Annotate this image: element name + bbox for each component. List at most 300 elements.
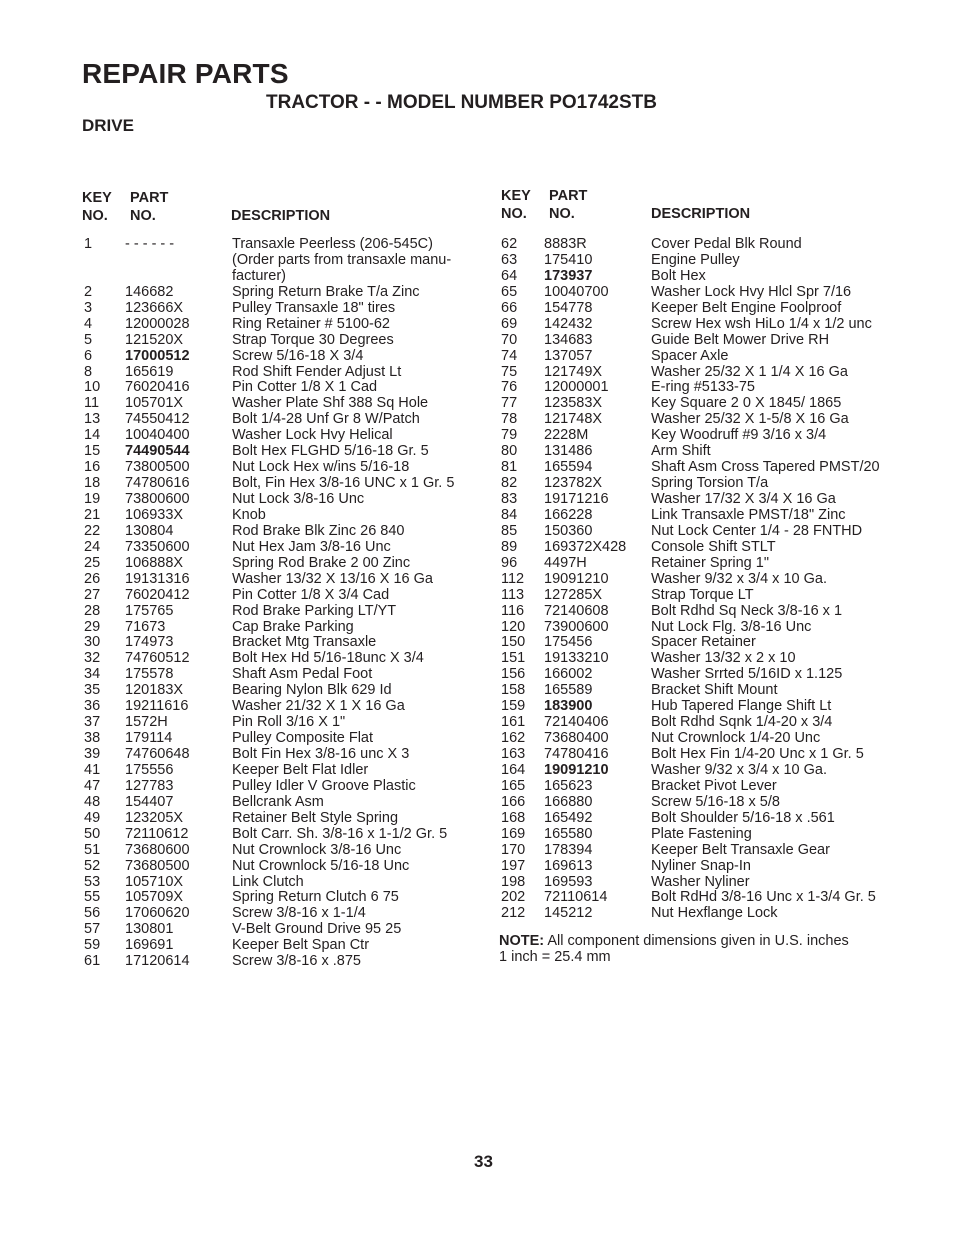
part-description: Bolt RdHd 3/8-16 Unc x 1-3/4 Gr. 5 xyxy=(651,889,876,906)
key-number: 4 xyxy=(84,315,93,332)
part-row xyxy=(84,604,472,620)
key-number: 116 xyxy=(501,602,525,619)
part-row xyxy=(84,779,472,795)
part-description: Arm Shift xyxy=(651,443,711,460)
right-part-header xyxy=(549,187,587,223)
key-number: 5 xyxy=(84,331,93,348)
part-row xyxy=(501,811,911,827)
key-number: 161 xyxy=(501,714,526,731)
key-number: 202 xyxy=(501,889,526,906)
key-number: 120 xyxy=(501,618,526,635)
part-number: 72110614 xyxy=(544,889,608,906)
part-description: Plate Fastening xyxy=(651,825,752,842)
part-description: Shaft Asm Pedal Foot xyxy=(232,666,373,683)
part-description: Spring Torsion T/a xyxy=(651,475,769,492)
part-number: 105709X xyxy=(125,889,184,906)
part-number: 169691 xyxy=(125,937,174,954)
part-description: Spacer Axle xyxy=(651,347,729,364)
part-description: Spacer Retainer xyxy=(651,634,756,651)
part-row xyxy=(84,859,472,875)
part-row xyxy=(501,906,911,922)
part-description: Washer Lock Hvy Hlcl Spr 7/16 xyxy=(651,283,852,300)
left-part-header xyxy=(130,189,168,225)
part-description: Nut Crownlock 1/4-20 Unc xyxy=(651,730,821,747)
part-description: Knob xyxy=(232,506,266,523)
key-number: 75 xyxy=(501,363,518,380)
part-number: 121749X xyxy=(544,363,603,380)
part-description: Bolt Carr. Sh. 3/8-16 x 1-1/2 Gr. 5 xyxy=(232,825,448,842)
part-description: Rod Brake Parking LT/YT xyxy=(232,602,397,619)
key-number: 166 xyxy=(501,793,526,810)
key-number: 32 xyxy=(84,650,101,667)
key-number: 59 xyxy=(84,937,101,954)
key-number: 53 xyxy=(84,873,101,890)
part-number: 73680500 xyxy=(125,857,190,874)
key-number: 21 xyxy=(84,506,101,523)
key-number: 37 xyxy=(84,714,101,731)
part-description: Nut Hexflange Lock xyxy=(651,905,778,922)
part-row xyxy=(501,317,911,333)
part-row xyxy=(84,811,472,827)
key-number: 6 xyxy=(84,347,93,364)
part-description: Washer Nyliner xyxy=(651,873,750,890)
part-description: Pulley Transaxle 18" tires xyxy=(232,299,396,316)
part-number: 72140608 xyxy=(544,602,609,619)
part-number: 19133210 xyxy=(544,650,609,667)
key-number: 10 xyxy=(84,379,101,396)
key-number: 50 xyxy=(84,825,101,842)
part-description: Screw 3/8-16 x .875 xyxy=(232,953,361,970)
part-description: Bolt Rdhd Sq Neck 3/8-16 x 1 xyxy=(651,602,843,619)
key-number: 52 xyxy=(84,857,101,874)
part-number: 166880 xyxy=(544,793,593,810)
key-number: 85 xyxy=(501,522,518,539)
left-part-header-line2: NO. xyxy=(130,208,156,224)
key-number: 84 xyxy=(501,506,518,523)
part-row xyxy=(501,460,911,476)
key-number: 61 xyxy=(84,953,101,970)
part-number: 73680400 xyxy=(544,730,609,747)
part-description: Washer 9/32 x 3/4 x 10 Ga. xyxy=(651,761,827,778)
key-number: 77 xyxy=(501,395,518,412)
part-description: Keeper Belt Transaxle Gear xyxy=(651,841,830,858)
part-description: Cover Pedal Blk Round xyxy=(651,236,802,252)
part-row xyxy=(501,715,911,731)
right-key-header-line1: KEY xyxy=(501,188,531,204)
part-row xyxy=(84,524,472,540)
part-description: Nut Crownlock 3/8-16 Unc xyxy=(232,841,402,858)
part-number: 19091210 xyxy=(544,570,609,587)
part-description: Bracket Shift Mount xyxy=(651,682,778,699)
part-description: Keeper Belt Flat Idler xyxy=(232,761,369,778)
section-heading: DRIVE xyxy=(82,116,134,135)
part-row xyxy=(501,556,911,572)
part-row xyxy=(84,683,472,699)
key-number: 51 xyxy=(84,841,101,858)
key-number: 49 xyxy=(84,809,101,826)
part-number: 169593 xyxy=(544,873,593,890)
key-number: 63 xyxy=(501,251,518,268)
part-description: V-Belt Ground Drive 95 25 xyxy=(232,921,402,938)
part-row xyxy=(501,396,911,412)
part-description: Transaxle Peerless (206-545C) (Order parts from transaxle manu- facturer) xyxy=(232,236,452,284)
part-description: Bolt Rdhd Sqnk 1/4-20 x 3/4 xyxy=(651,714,833,731)
part-row xyxy=(501,843,911,859)
part-row xyxy=(84,699,472,715)
part-number: 145212 xyxy=(544,905,593,922)
part-number: 74760648 xyxy=(125,746,190,762)
part-number: 123583X xyxy=(544,395,603,412)
part-row xyxy=(501,253,911,269)
part-number: 130801 xyxy=(125,921,174,938)
part-number: 179114 xyxy=(125,730,173,747)
part-description: Bolt Hex xyxy=(651,267,706,284)
part-description: Bolt 1/4-28 Unf Gr 8 W/Patch xyxy=(232,411,420,428)
key-number: 169 xyxy=(501,825,526,842)
part-row xyxy=(84,349,472,365)
part-number: 74490544 xyxy=(125,443,190,460)
key-number: 55 xyxy=(84,889,101,906)
part-number: 17000512 xyxy=(125,347,190,364)
key-number: 16 xyxy=(84,459,101,476)
part-row xyxy=(501,667,911,683)
part-description: Strap Torque LT xyxy=(651,586,754,603)
part-description: Spring Return Clutch 6 75 xyxy=(232,889,399,906)
key-number: 198 xyxy=(501,873,526,890)
part-row xyxy=(501,859,911,875)
part-number: 142432 xyxy=(544,315,593,332)
part-number: 134683 xyxy=(544,331,593,348)
part-row xyxy=(501,620,911,636)
part-number: 73800500 xyxy=(125,459,190,476)
part-number: 73900600 xyxy=(544,618,609,635)
model-subtitle: TRACTOR - - MODEL NUMBER PO1742STB xyxy=(266,92,657,113)
part-description: Screw Hex wsh HiLo 1/4 x 1/2 unc xyxy=(651,315,872,332)
part-number: 169372X428 xyxy=(544,538,627,555)
key-number: 62 xyxy=(501,236,518,252)
part-row xyxy=(84,938,472,954)
key-number: 70 xyxy=(501,331,518,348)
part-description: Washer 17/32 X 3/4 X 16 Ga xyxy=(651,491,836,507)
part-number: 74780616 xyxy=(125,475,190,492)
part-description: Screw 3/8-16 x 1-1/4 xyxy=(232,905,366,922)
part-row xyxy=(84,540,472,556)
key-number: 76 xyxy=(501,379,518,396)
key-number: 28 xyxy=(84,602,101,619)
key-number: 22 xyxy=(84,522,101,539)
part-number: 175556 xyxy=(125,761,174,778)
part-row xyxy=(501,476,911,492)
part-number: 2228M xyxy=(544,427,589,444)
part-row xyxy=(501,269,911,285)
part-description: Pin Roll 3/16 X 1" xyxy=(232,714,346,731)
part-number: 73800600 xyxy=(125,491,190,507)
key-number: 47 xyxy=(84,777,101,794)
key-number: 3 xyxy=(84,299,93,316)
part-row xyxy=(501,572,911,588)
part-number: 10040700 xyxy=(544,283,609,300)
key-number: 57 xyxy=(84,921,101,938)
part-description: Washer 25/32 X 1-5/8 X 16 Ga xyxy=(651,411,849,428)
key-number: 164 xyxy=(501,761,526,778)
part-number: 17060620 xyxy=(125,905,190,922)
note-conversion: 1 inch = 25.4 mm xyxy=(499,948,611,965)
part-description: Bellcrank Asm xyxy=(232,793,324,810)
part-row xyxy=(501,683,911,699)
part-description: Key Square 2 0 X 1845/ 1865 xyxy=(651,395,842,412)
key-number: 163 xyxy=(501,746,526,762)
key-number: 80 xyxy=(501,443,518,460)
key-number: 89 xyxy=(501,538,518,555)
part-row xyxy=(84,747,472,763)
part-number: 166002 xyxy=(544,666,593,683)
part-row xyxy=(501,747,911,763)
part-row xyxy=(84,890,472,906)
key-number: 83 xyxy=(501,491,518,507)
part-description: Nut Lock 3/8-16 Unc xyxy=(232,491,365,507)
part-description: Washer 21/32 X 1 X 16 Ga xyxy=(232,698,405,715)
part-row xyxy=(501,779,911,795)
part-row xyxy=(501,604,911,620)
key-number: 151 xyxy=(501,650,526,667)
part-row xyxy=(501,540,911,556)
part-description: Bracket Mtg Transaxle xyxy=(232,634,377,651)
part-description: Bolt Hex FLGHD 5/16-18 Gr. 5 xyxy=(232,443,429,460)
part-number: 12000028 xyxy=(125,315,190,332)
key-number: 165 xyxy=(501,777,526,794)
key-number: 38 xyxy=(84,730,101,747)
part-row xyxy=(501,699,911,715)
part-number: 178394 xyxy=(544,841,593,858)
part-description: Keeper Belt Span Ctr xyxy=(232,937,370,954)
dimension-note xyxy=(499,934,899,966)
part-number: 174973 xyxy=(125,634,174,651)
part-row xyxy=(501,763,911,779)
part-number: 169613 xyxy=(544,857,593,874)
key-number: 197 xyxy=(501,857,526,874)
part-number: 165492 xyxy=(544,809,593,826)
part-row xyxy=(501,635,911,651)
part-row xyxy=(501,508,911,524)
part-description: Rod Shift Fender Adjust Lt xyxy=(232,363,402,380)
part-description: Link Transaxle PMST/18" Zinc xyxy=(651,506,846,523)
part-row xyxy=(501,349,911,365)
key-number: 36 xyxy=(84,698,101,715)
part-description: Bracket Pivot Lever xyxy=(651,777,777,794)
part-description: Spring Rod Brake 2 00 Zinc xyxy=(232,554,411,571)
key-number: 30 xyxy=(84,634,101,651)
part-row xyxy=(501,588,911,604)
part-row xyxy=(501,827,911,843)
note-text: All component dimensions given in U.S. inches xyxy=(544,933,849,949)
part-row xyxy=(501,301,911,317)
part-number: 8883R xyxy=(544,236,587,252)
part-number: 106888X xyxy=(125,554,184,571)
part-number: 12000001 xyxy=(544,379,609,396)
part-row xyxy=(84,317,472,333)
key-number: 13 xyxy=(84,411,101,428)
right-description-header: DESCRIPTION xyxy=(651,206,751,222)
key-number: 112 xyxy=(501,570,525,587)
part-number: 175456 xyxy=(544,634,593,651)
part-number: - - - - - - xyxy=(125,236,175,252)
part-description: Shaft Asm Cross Tapered PMST/20 xyxy=(651,459,880,476)
key-number: 81 xyxy=(501,459,518,476)
right-part-header-line1: PART xyxy=(549,188,588,204)
part-description: Keeper Belt Engine Foolproof xyxy=(651,299,842,316)
right-parts-list xyxy=(501,237,911,922)
part-description: E-ring #5133-75 xyxy=(651,379,755,396)
key-number: 162 xyxy=(501,730,526,747)
part-description: Ring Retainer # 5100-62 xyxy=(232,315,390,332)
part-description: Pin Cotter 1/8 X 3/4 Cad xyxy=(232,586,390,603)
part-row xyxy=(501,333,911,349)
part-row xyxy=(84,795,472,811)
part-number: 150360 xyxy=(544,522,593,539)
part-row xyxy=(84,922,472,938)
page-title: REPAIR PARTS xyxy=(82,58,289,89)
part-number: 121748X xyxy=(544,411,603,428)
part-row xyxy=(84,715,472,731)
part-number: 72140406 xyxy=(544,714,609,731)
part-number: 165594 xyxy=(544,459,593,476)
part-row xyxy=(501,492,911,508)
key-number: 2 xyxy=(84,283,93,300)
part-number: 74780416 xyxy=(544,746,609,762)
part-description: Rod Brake Blk Zinc 26 840 xyxy=(232,522,405,539)
part-row xyxy=(84,412,472,428)
part-number: 175410 xyxy=(544,251,593,268)
part-description: Washer 13/32 X 13/16 X 16 Ga xyxy=(232,570,433,587)
part-row xyxy=(84,954,472,970)
part-number: 72110612 xyxy=(125,825,189,842)
part-number: 106933X xyxy=(125,506,184,523)
left-key-header-line2: NO. xyxy=(82,208,108,224)
part-row xyxy=(84,556,472,572)
key-number: 19 xyxy=(84,491,101,507)
part-row xyxy=(84,444,472,460)
left-parts-list xyxy=(84,237,472,970)
key-number: 64 xyxy=(501,267,518,284)
part-number: 4497H xyxy=(544,554,587,571)
part-number: 165623 xyxy=(544,777,593,794)
part-number: 137057 xyxy=(544,347,593,364)
part-number: 120183X xyxy=(125,682,184,699)
part-description: Washer Plate Shf 388 Sq Hole xyxy=(232,395,429,412)
part-row xyxy=(501,380,911,396)
part-row xyxy=(501,875,911,891)
key-number: 212 xyxy=(501,905,526,922)
part-number: 74550412 xyxy=(125,411,190,428)
key-number: 69 xyxy=(501,315,518,332)
part-number: 165580 xyxy=(544,825,593,842)
part-number: 1572H xyxy=(125,714,168,731)
part-row xyxy=(84,428,472,444)
part-row xyxy=(84,365,472,381)
key-number: 29 xyxy=(84,618,101,635)
part-row xyxy=(84,843,472,859)
key-number: 26 xyxy=(84,570,101,587)
part-description: Screw 5/16-18 x 5/8 xyxy=(651,793,780,810)
part-number: 10040400 xyxy=(125,427,190,444)
part-row xyxy=(501,412,911,428)
key-number: 66 xyxy=(501,299,518,316)
part-description: Cap Brake Parking xyxy=(232,618,354,635)
part-number: 19091210 xyxy=(544,761,609,778)
part-row xyxy=(84,396,472,412)
part-number: 146682 xyxy=(125,283,174,300)
key-number: 158 xyxy=(501,682,526,699)
key-number: 15 xyxy=(84,443,101,460)
key-number: 159 xyxy=(501,698,526,715)
part-row xyxy=(84,380,472,396)
part-number: 154778 xyxy=(544,299,593,316)
part-description: Guide Belt Mower Drive RH xyxy=(651,331,830,348)
part-row xyxy=(84,460,472,476)
left-description-header: DESCRIPTION xyxy=(231,208,331,224)
key-number: 34 xyxy=(84,666,101,683)
part-description: Bolt, Fin Hex 3/8-16 UNC x 1 Gr. 5 xyxy=(232,475,455,492)
part-row xyxy=(84,508,472,524)
part-description: Key Woodruff #9 3/16 x 3/4 xyxy=(651,427,827,444)
part-number: 165589 xyxy=(544,682,593,699)
part-row xyxy=(501,428,911,444)
part-description: Washer Srrted 5/16ID x 1.125 xyxy=(651,666,843,683)
part-number: 131486 xyxy=(544,443,593,460)
part-description: Screw 5/16-18 X 3/4 xyxy=(232,347,364,364)
part-number: 121520X xyxy=(125,331,184,348)
key-number: 156 xyxy=(501,666,526,683)
key-number: 56 xyxy=(84,905,101,922)
part-description: Pulley Idler V Groove Plastic xyxy=(232,777,416,794)
part-row xyxy=(501,444,911,460)
key-number: 79 xyxy=(501,427,518,444)
part-description: Washer 25/32 X 1 1/4 X 16 Ga xyxy=(651,363,848,380)
key-number: 14 xyxy=(84,427,101,444)
part-number: 19211616 xyxy=(125,698,189,715)
key-number: 74 xyxy=(501,347,518,364)
part-number: 76020416 xyxy=(125,379,190,396)
part-number: 76020412 xyxy=(125,586,190,603)
key-number: 96 xyxy=(501,554,518,571)
part-row xyxy=(84,620,472,636)
part-description: Nut Hex Jam 3/8-16 Unc xyxy=(232,538,391,555)
key-number: 113 xyxy=(501,586,525,603)
key-number: 170 xyxy=(501,841,526,858)
part-number: 19131316 xyxy=(125,570,190,587)
left-part-header-line1: PART xyxy=(130,190,169,206)
part-row xyxy=(84,285,472,301)
part-row xyxy=(501,795,911,811)
part-row xyxy=(501,651,911,667)
part-description: Washer 13/32 x 2 x 10 xyxy=(651,650,796,667)
part-row xyxy=(501,890,911,906)
part-row xyxy=(84,237,472,285)
left-key-header-line1: KEY xyxy=(82,190,112,206)
part-row xyxy=(84,635,472,651)
key-number: 8 xyxy=(84,363,93,380)
part-description: Bolt Hex Hd 5/16-18unc X 3/4 xyxy=(232,650,424,667)
part-description: Bearing Nylon Blk 629 Id xyxy=(232,682,392,699)
part-number: 165619 xyxy=(125,363,174,380)
page-number: 33 xyxy=(474,1152,493,1171)
key-number: 11 xyxy=(84,395,100,412)
part-number: 127285X xyxy=(544,586,603,603)
key-number: 24 xyxy=(84,538,101,555)
part-number: 73350600 xyxy=(125,538,190,555)
key-number: 150 xyxy=(501,634,526,651)
part-row xyxy=(84,476,472,492)
